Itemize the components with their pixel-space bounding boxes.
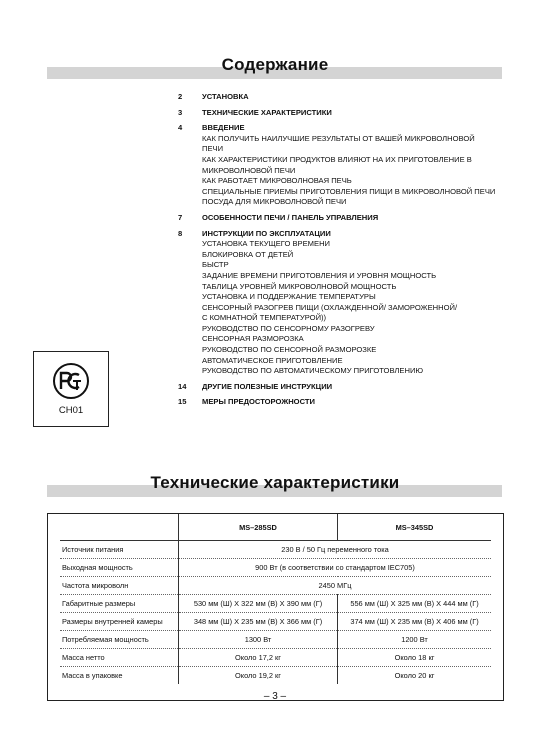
toc-entry xyxy=(178,123,508,208)
toc-subitem: БЛОКИРОВКА ОТ ДЕТЕЙ xyxy=(202,249,294,259)
toc-page-number: 3 xyxy=(178,107,183,117)
rst-certification-icon xyxy=(52,362,90,400)
spec-label: Источник питания xyxy=(60,541,179,559)
spec-value: 374 мм (Ш) X 235 мм (В) X 406 мм (Г) xyxy=(338,613,492,631)
toc-subitem: СЕНСОРНЫЙ РАЗОГРЕВ ПИЩИ (ОХЛАЖДЕННОЙ/ ЗАМОРОЖЕННОЙ/ xyxy=(202,302,458,312)
toc-subitem: КАК ХАРАКТЕРИСТИКИ ПРОДУКТОВ ВЛИЯЮТ НА ИХ ПРИГОТОВЛЕНИЕ В xyxy=(202,154,472,164)
toc-entry xyxy=(178,397,508,408)
spec-value: 1200 Вт xyxy=(338,631,492,649)
toc-subitem: АВТОМАТИЧЕСКОЕ ПРИГОТОВЛЕНИЕ xyxy=(202,355,343,365)
toc-subitem: ЗАДАНИЕ ВРЕМЕНИ ПРИГОТОВЛЕНИЯ И УРОВНЯ МОЩНОСТЬ xyxy=(202,270,437,280)
specs-title: Технические характеристики xyxy=(150,473,400,492)
toc-subitem: ТАБЛИЦА УРОВНЕЙ МИКРОВОЛНОВОЙ МОЩНОСТЬ xyxy=(202,281,397,291)
specs-row xyxy=(60,577,491,595)
spec-value: Около 17,2 кг xyxy=(179,649,338,667)
toc-page-number: 2 xyxy=(178,92,183,101)
toc-entry xyxy=(178,382,508,393)
table-of-contents xyxy=(178,92,508,413)
toc-entry xyxy=(178,229,508,377)
spec-value-shared: 2450 МГц xyxy=(179,577,492,595)
toc-entry xyxy=(178,92,508,103)
specs-row xyxy=(60,541,491,559)
spec-value: 556 мм (Ш) X 325 мм (В) X 444 мм (Г) xyxy=(338,595,492,613)
toc-subitem: БЫСТР xyxy=(202,260,229,270)
specs-row xyxy=(60,559,491,577)
spec-label: Размеры внутренней камеры xyxy=(60,613,179,631)
toc-page-number: 8 xyxy=(178,228,183,238)
spec-value: 348 мм (Ш) X 235 мм (В) X 366 мм (Г) xyxy=(179,613,338,631)
toc-heading: ДРУГИЕ ПОЛЕЗНЫЕ ИНСТРУКЦИИ xyxy=(202,381,333,391)
spec-label: Потребляемая мощность xyxy=(60,631,179,649)
spec-label: Масса в упаковке xyxy=(62,671,123,680)
toc-heading: ВВЕДЕНИЕ xyxy=(202,123,245,133)
toc-subitem: УСТАНОВКА ТЕКУЩЕГО ВРЕМЕНИ xyxy=(202,239,331,249)
toc-subitem: С КОМНАТНОЙ ТЕМПЕРАТУРОЙ)) xyxy=(202,313,327,323)
toc-heading: ТЕХНИЧЕСКИЕ ХАРАКТЕРИСТИКИ xyxy=(202,107,332,117)
toc-subitem: КАК ПОЛУЧИТЬ НАИЛУЧШИЕ РЕЗУЛЬТАТЫ ОТ ВАШЕЙ МИКРОВОЛНОВОЙ xyxy=(202,133,475,143)
toc-subitem: СЕНСОРНАЯ РАЗМОРОЗКА xyxy=(202,334,304,344)
spec-value: Около 18 кг xyxy=(338,649,492,667)
specs-row xyxy=(60,667,491,685)
spec-value-shared: 900 Вт (в соответствии со стандартом IEC705) xyxy=(179,559,492,577)
toc-heading: МЕРЫ ПРЕДОСТОРОЖНОСТИ xyxy=(202,397,315,407)
spec-value-shared: 230 В / 50 Гц переменного тока xyxy=(179,541,492,559)
toc-page-number: 4 xyxy=(178,123,183,133)
specs-table xyxy=(60,514,491,684)
specs-header-row xyxy=(60,514,491,541)
model-header: MS–285SD xyxy=(179,514,338,541)
toc-page-number: 15 xyxy=(178,397,187,407)
toc-subitem: ПОСУДА ДЛЯ МИКРОВОЛНОВОЙ ПЕЧИ xyxy=(202,197,347,207)
contents-title: Содержание xyxy=(221,55,329,74)
specs-header-blank xyxy=(60,514,179,541)
toc-heading: ИНСТРУКЦИИ ПО ЭКСПЛУАТАЦИИ xyxy=(202,228,331,238)
certification-mark xyxy=(33,351,109,427)
specs-row xyxy=(60,631,491,649)
spec-value: 1300 Вт xyxy=(179,631,338,649)
specs-row xyxy=(60,595,491,613)
specs-row xyxy=(60,649,491,667)
toc-heading: ОСОБЕННОСТИ ПЕЧИ / ПАНЕЛЬ УПРАВЛЕНИЯ xyxy=(202,212,379,222)
toc-subitem: СПЕЦИАЛЬНЫЕ ПРИЕМЫ ПРИГОТОВЛЕНИЯ ПИЩИ В МИКРОВОЛНОВОЙ ПЕЧИ xyxy=(202,186,496,196)
spec-label: Габаритные размеры xyxy=(60,595,179,613)
toc-subitem: КАК РАБОТАЕТ МИКРОВОЛНОВАЯ ПЕЧЬ xyxy=(202,176,352,186)
spec-value: Около 19,2 кг xyxy=(179,667,338,685)
certification-code: CH01 xyxy=(58,405,84,416)
toc-entry xyxy=(178,213,508,224)
model-header: MS–345SD xyxy=(338,514,492,541)
specs-row xyxy=(60,613,491,631)
spec-value: Около 20 кг xyxy=(338,667,492,685)
specs-table-frame xyxy=(47,513,504,701)
toc-subitem: РУКОВОДСТВО ПО СЕНСОРНОМУ РАЗОГРЕВУ xyxy=(202,323,375,333)
toc-entry xyxy=(178,108,508,119)
toc-subitem: УСТАНОВКА И ПОДДЕРЖАНИЕ ТЕМПЕРАТУРЫ xyxy=(202,292,376,302)
spec-label: Масса нетто xyxy=(60,649,179,667)
toc-subitem: ПЕЧИ xyxy=(202,144,224,154)
spec-value: 530 мм (Ш) X 322 мм (В) X 390 мм (Г) xyxy=(179,595,338,613)
toc-page-number: 14 xyxy=(178,381,187,391)
toc-subitem: МИКРОВОЛНОВОЙ ПЕЧИ xyxy=(202,165,296,175)
spec-label: Частота микроволн xyxy=(60,577,179,595)
toc-subitem: РУКОВОДСТВО ПО АВТОМАТИЧЕСКОМУ ПРИГОТОВЛЕНИЮ xyxy=(202,366,424,376)
toc-page-number: 7 xyxy=(178,212,183,222)
toc-subitem: РУКОВОДСТВО ПО СЕНСОРНОЙ РАЗМОРОЗКЕ xyxy=(202,345,377,355)
spec-label: Выходная мощность xyxy=(60,559,179,577)
page-number: – 3 – xyxy=(263,691,287,702)
toc-heading: УСТАНОВКА xyxy=(202,92,249,101)
